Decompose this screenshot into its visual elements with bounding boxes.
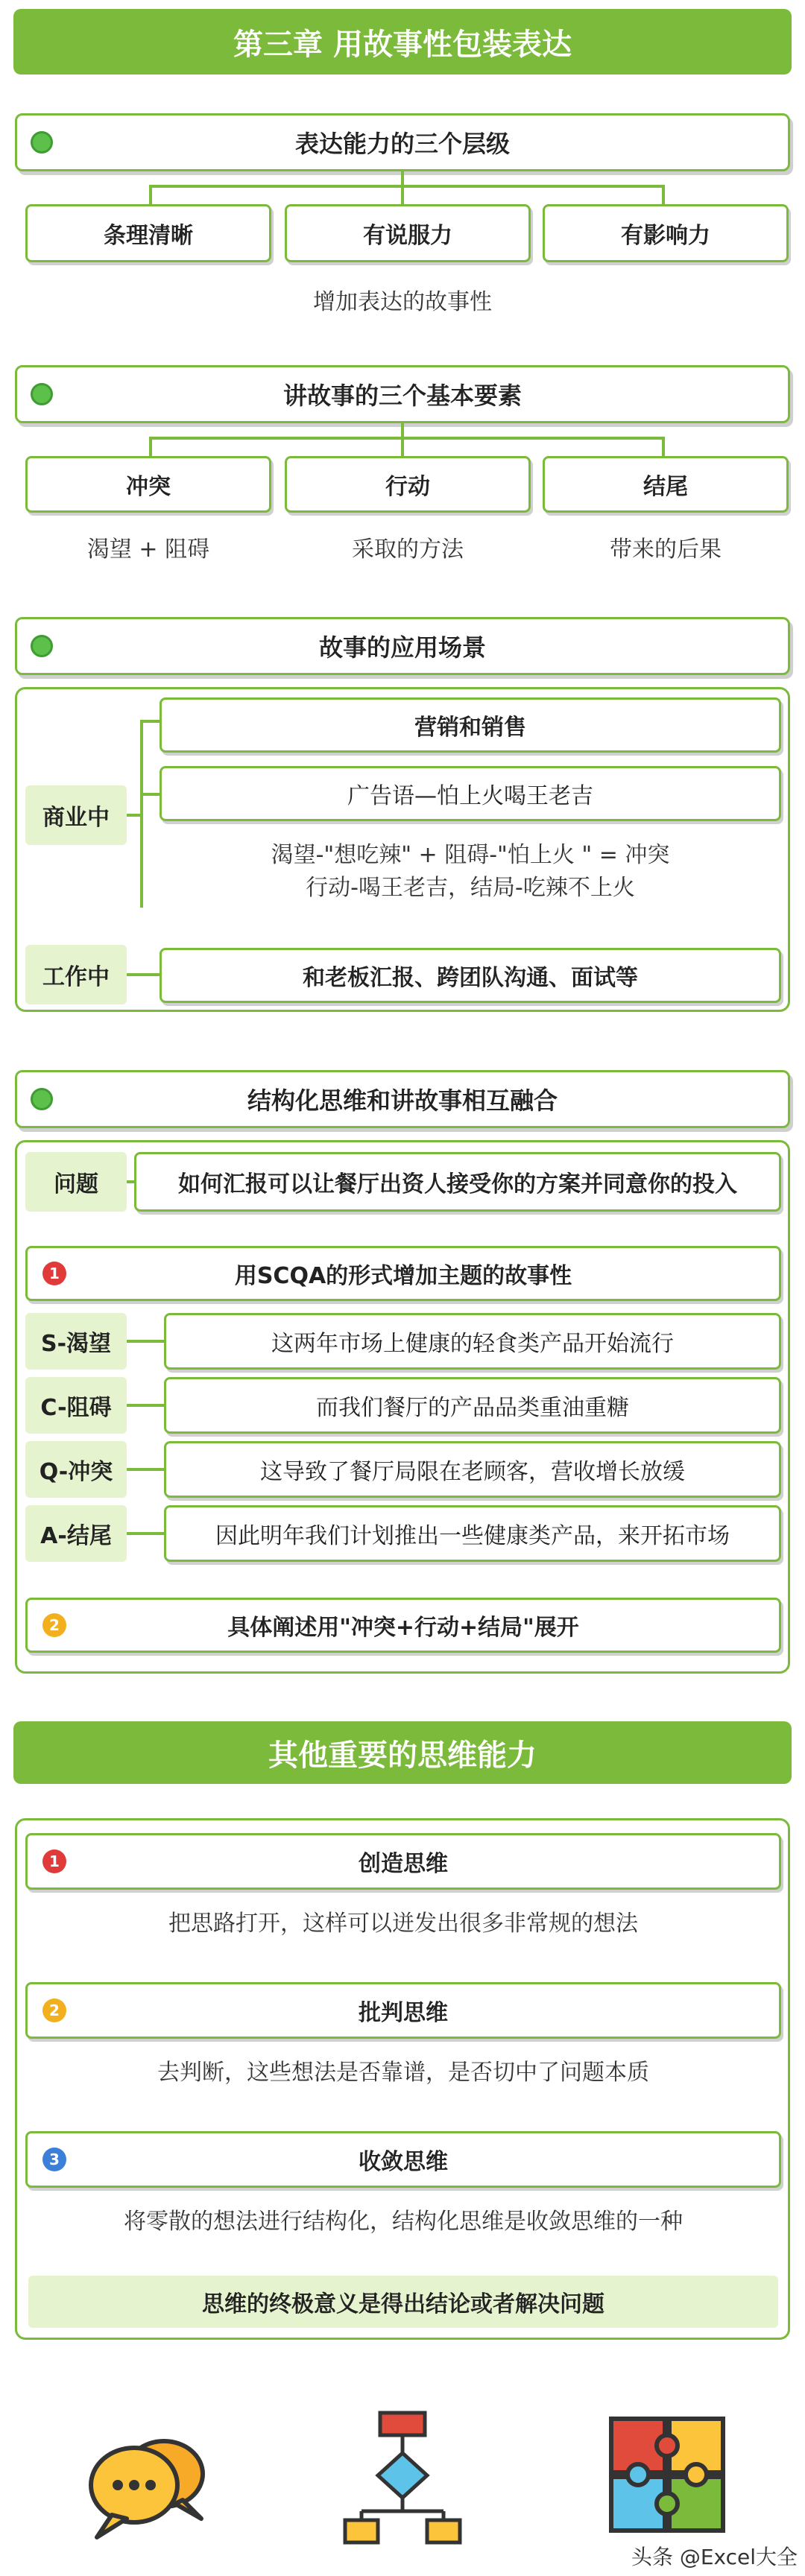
number-two-icon: 2: [42, 1613, 66, 1637]
work-box: 和老板汇报、跨团队沟通、面试等: [160, 948, 781, 1003]
scqa-box: 这导致了餐厅局限在老顾客，营收增长放缓: [164, 1441, 781, 1498]
thinking-desc: 将零散的想法进行结构化，结构化思维是收敛思维的一种: [124, 2209, 683, 2235]
work-tag: 工作中: [25, 945, 127, 1004]
step1-box: 1 用SCQA的形式增加主题的故事性: [25, 1246, 781, 1301]
chapter-banner: [13, 9, 792, 75]
levels-caption: 增加表达的故事性: [313, 289, 492, 315]
element-caption: 渴望 + 阻碍: [86, 537, 210, 563]
step2-box: 2 具体阐述用"冲突+行动+结局"展开: [25, 1598, 781, 1653]
section-title: 故事的应用场景: [318, 633, 486, 662]
question-box: 如何汇报可以让餐厅出资人接受你的方案并同意你的投入: [134, 1152, 781, 1212]
question-tag: 问题: [25, 1152, 127, 1212]
chat-bubbles-icon: [82, 2414, 216, 2548]
watermark: 头条 @Excel大全: [631, 2545, 798, 2569]
business-tag: 商业中: [25, 785, 127, 845]
section-title: 结构化思维和讲故事相互融合: [247, 1086, 558, 1115]
green-dot-icon: [31, 1088, 53, 1110]
number-one-icon: 1: [42, 1262, 66, 1285]
scqa-tag: A-结尾: [25, 1505, 127, 1562]
element-box: 冲突: [25, 456, 271, 513]
scqa-tag: C-阻碍: [25, 1377, 127, 1434]
element-box: 行动: [285, 456, 531, 513]
section-header-levels: [15, 113, 790, 171]
number-two-icon: 2: [42, 1999, 66, 2022]
thinking-item-box: 2 批判思维: [25, 1982, 781, 2039]
section-title: 讲故事的三个基本要素: [282, 382, 522, 410]
level-box: 有说服力: [285, 204, 531, 262]
flowchart-icon: [339, 2407, 466, 2548]
ad-box: 广告语—怕上火喝王老吉: [160, 766, 781, 821]
green-dot-icon: [31, 131, 53, 154]
explain-line: 渴望-"想吃辣" + 阻碍-"怕上火 " = 冲突: [271, 842, 670, 868]
green-dot-icon: [31, 383, 53, 405]
level-box: 条理清晰: [25, 204, 271, 262]
scqa-tag: Q-冲突: [25, 1441, 127, 1498]
scqa-box: 这两年市场上健康的轻食类产品开始流行: [164, 1313, 781, 1370]
puzzle-icon: [604, 2411, 730, 2538]
number-one-icon: 1: [42, 1849, 66, 1873]
chapter-title: 第三章 用故事性包装表达: [233, 27, 572, 62]
section-header-elements: [15, 365, 790, 423]
section-header-scenes: [15, 617, 790, 675]
element-caption: 带来的后果: [610, 537, 722, 563]
green-dot-icon: [31, 635, 53, 657]
element-box: 结尾: [543, 456, 789, 513]
number-three-icon: 3: [42, 2148, 66, 2171]
thinking-desc: 把思路打开，这样可以迸发出很多非常规的想法: [168, 1911, 638, 1937]
explain-line: 行动-喝王老吉，结局-吃辣不上火: [306, 875, 635, 901]
level-box: 有影响力: [543, 204, 789, 262]
thinking-item-box: 1 创造思维: [25, 1833, 781, 1890]
marketing-box: 营销和销售: [160, 697, 781, 753]
thinking-desc: 去判断，这些想法是否靠谱，是否切中了问题本质: [157, 2060, 649, 2086]
element-caption: 采取的方法: [352, 537, 464, 563]
thinking-item-box: 3 收敛思维: [25, 2131, 781, 2188]
explain-text: [160, 839, 781, 905]
section-title: 表达能力的三个层级: [294, 130, 510, 158]
banner-title: 其他重要的思维能力: [268, 1738, 537, 1773]
scqa-box: 而我们餐厅的产品品类重油重糖: [164, 1377, 781, 1434]
thinking-banner: [13, 1721, 792, 1784]
scqa-box: 因此明年我们计划推出一些健康类产品，来开拓市场: [164, 1505, 781, 1562]
section-header-fusion: [15, 1070, 790, 1128]
conclusion-bar: 思维的终极意义是得出结论或者解决问题: [28, 2276, 778, 2328]
scqa-tag: S-渴望: [25, 1313, 127, 1370]
